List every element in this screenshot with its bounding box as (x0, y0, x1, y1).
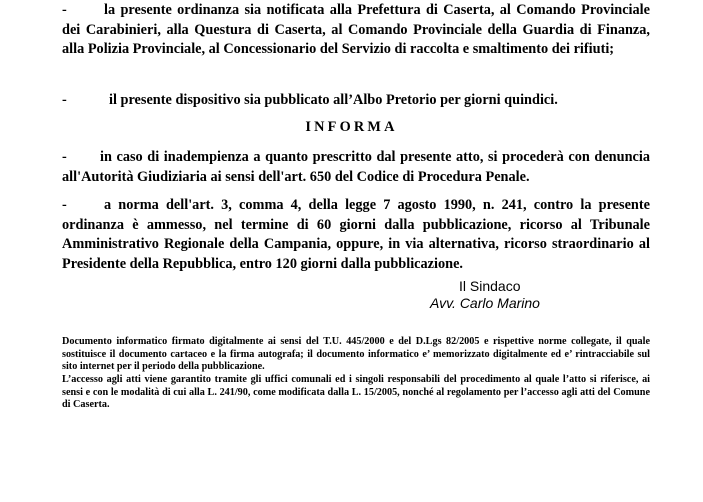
access-rights-note: L’accesso agli atti viene garantito tramite gli uffici comunali ed i singoli responsabili del procedimento al quale l’atto si riferisce, ai sensi e con le modalità di cui alla L. 241/90, come modificata dalla L. 15/2005, nonché al regolamento per l’accesso agli atti del Comune di Caserta. (62, 374, 650, 411)
paragraph-text: la presente ordinanza sia notificata alla Prefettura di Caserta, al Comando Provinciale dei Carabinieri, alla Questura di Caserta, al Comando Provinciale della Guardia di Finanza, alla Polizia Provinciale, al Concessionario del Servizio di raccolta e smaltimento dei rifiuti; (62, 2, 650, 57)
paragraph-text: in caso di inadempienza a quanto prescritto dal presente atto, si procederà con denuncia all'Autorità Giudiziaria ai sensi dell'art. 650 del Codice di Procedura Penale. (62, 149, 650, 185)
bullet-dash: - (62, 92, 67, 108)
bullet-dash: - (62, 197, 67, 213)
paragraph-text: a norma dell'art. 3, comma 4, della legge 7 agosto 1990, n. 241, contro la presente ordinanza è ammesso, nel termine di 60 giorni dalla pubblicazione, ricorso al Tribunale Amministrativo Regionale della Campania, oppure, in via alternativa, ricorso straordinario al Presidente della Repubblica, entro 120 giorni dalla pubblicazione. (62, 197, 650, 272)
notification-paragraph (62, 1, 650, 60)
signature-title: Il Sindaco (459, 278, 521, 294)
section-heading: INFORMA (305, 119, 398, 135)
bullet-dash: - (62, 149, 67, 165)
penalty-paragraph (62, 148, 650, 187)
signature-name: Avv. Carlo Marino (430, 295, 540, 311)
bullet-dash: - (62, 2, 67, 18)
publication-paragraph (62, 91, 650, 111)
digital-signature-note: Documento informatico firmato digitalmente ai sensi del T.U. 445/2000 e del D.Lgs 82/2005 e rispettive norme collegate, il quale sostituisce il documento cartaceo e la firma autografa; il documento informatico e’ memorizzato digitalmente ed e’ rintracciabile sul sito internet per il periodo della pubblicazione. (62, 336, 650, 373)
paragraph-text: il presente dispositivo sia pubblicato all’Albo Pretorio per giorni quindici. (109, 92, 558, 108)
appeal-paragraph (62, 196, 650, 274)
